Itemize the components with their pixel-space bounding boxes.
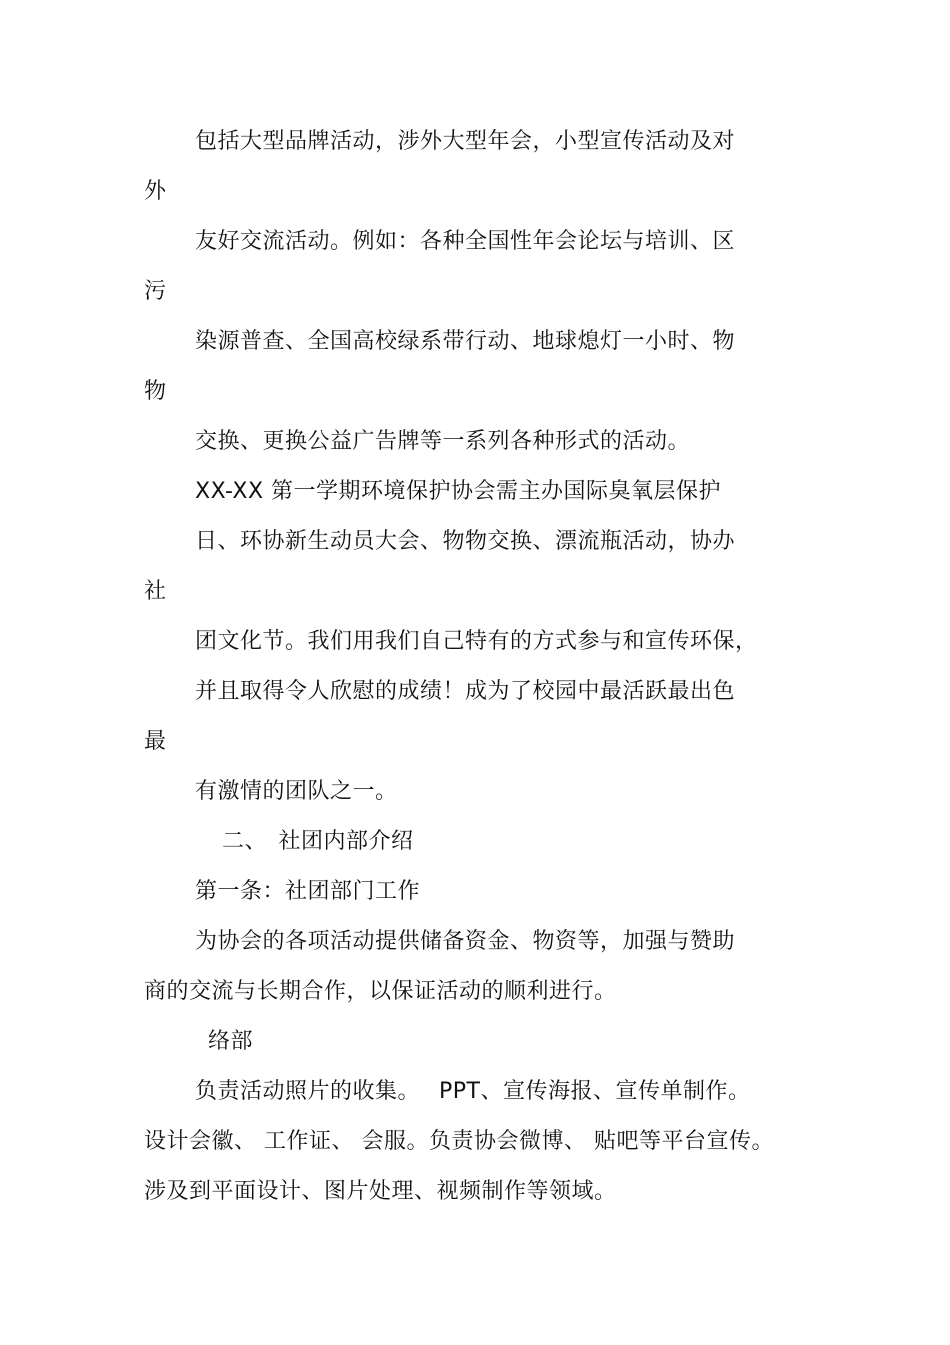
paragraph-line: 涉及到平面设计、图片处理、视频制作等领域。 bbox=[144, 1179, 617, 1204]
paragraph-line: 污 bbox=[144, 279, 167, 304]
paragraph-line: 最 bbox=[144, 729, 167, 754]
paragraph-line: XX-XX 第一学期环境保护协会需主办国际臭氧层保护 bbox=[195, 479, 722, 504]
paragraph-line: 友好交流活动。例如：各种全国性年会论坛与培训、区 bbox=[195, 229, 736, 254]
paragraph-line: 团文化节。我们用我们自己特有的方式参与和宣传环保， bbox=[195, 629, 758, 654]
section-heading: 二、 社团内部介绍 bbox=[222, 829, 414, 854]
paragraph-line: 为协会的各项活动提供储备资金、物资等，加强与赞助 bbox=[195, 929, 736, 954]
paragraph-line: 日、环协新生动员大会、物物交换、漂流瓶活动，协办 bbox=[195, 529, 736, 554]
paragraph-line: 交换、更换公益广告牌等一系列各种形式的活动。 bbox=[195, 429, 691, 454]
paragraph-line: 并且取得令人欣慰的成绩！成为了校园中最活跃最出色 bbox=[195, 679, 736, 704]
paragraph-line: 负责活动照片的收集。 PPT、宣传海报、宣传单制作。 bbox=[195, 1079, 751, 1104]
paragraph-line: 包括大型品牌活动，涉外大型年会，小型宣传活动及对 bbox=[195, 129, 736, 154]
paragraph-line: 商的交流与长期合作，以保证活动的顺利进行。 bbox=[144, 979, 617, 1004]
article-heading: 第一条：社团部门工作 bbox=[195, 879, 421, 904]
paragraph-line: 设计会徽、 工作证、 会服。负责协会微博、 贴吧等平台宣传。 bbox=[144, 1129, 774, 1154]
department-heading: 络部 bbox=[208, 1029, 254, 1054]
paragraph-line: 外 bbox=[144, 179, 167, 204]
paragraph-line: 有激情的团队之一。 bbox=[195, 779, 398, 804]
paragraph-line: 社 bbox=[144, 579, 167, 604]
paragraph-line: 物 bbox=[144, 379, 167, 404]
paragraph-line: 染源普查、全国高校绿系带行动、地球熄灯一小时、物 bbox=[195, 329, 736, 354]
